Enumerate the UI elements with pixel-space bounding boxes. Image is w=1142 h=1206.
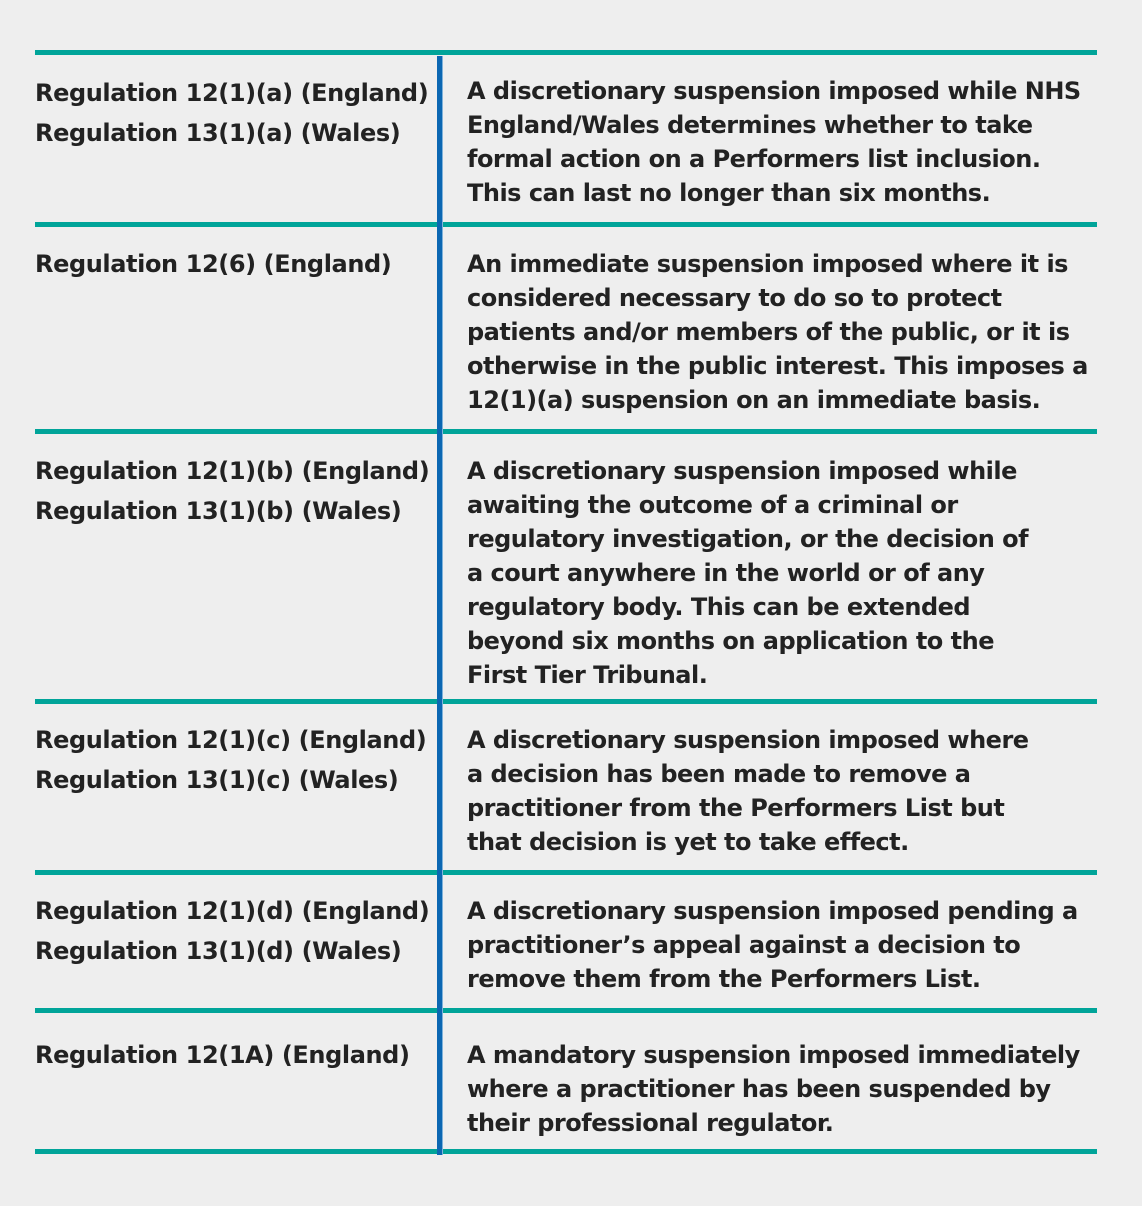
- regulation-label: Regulation 13(1)(c) (Wales): [35, 766, 399, 794]
- regulations-table: [35, 50, 1097, 1154]
- description-line: A discretionary suspension imposed while: [467, 457, 1017, 485]
- description-line: a court anywhere in the world or of any: [467, 559, 985, 587]
- row-divider: [35, 50, 1097, 55]
- regulation-label: Regulation 12(1)(c) (England): [35, 726, 427, 754]
- description-line: considered necessary to do so to protect: [467, 284, 1002, 312]
- regulation-label: Regulation 12(1)(b) (England): [35, 457, 430, 485]
- description-line: where a practitioner has been suspended by: [467, 1075, 1051, 1103]
- description-line: their professional regulator.: [467, 1109, 834, 1137]
- description-cell: [467, 454, 1097, 692]
- description-line: regulatory investigation, or the decision of: [467, 525, 1029, 553]
- description-line: formal action on a Performers list inclusion.: [467, 145, 1041, 173]
- description-line: awaiting the outcome of a criminal or: [467, 491, 958, 519]
- row-divider: [35, 429, 1097, 434]
- description-line: A discretionary suspension imposed pending a: [467, 897, 1078, 925]
- description-line: First Tier Tribunal.: [467, 661, 708, 689]
- description-line: that decision is yet to take effect.: [467, 828, 909, 856]
- row-divider: [35, 1149, 1097, 1154]
- row-divider: [35, 870, 1097, 875]
- description-line: remove them from the Performers List.: [467, 965, 981, 993]
- description-line: A discretionary suspension imposed where: [467, 726, 1029, 754]
- regulation-label: Regulation 13(1)(a) (Wales): [35, 119, 401, 147]
- description-line: practitioner from the Performers List but: [467, 794, 1005, 822]
- regulation-cell: [35, 451, 430, 531]
- regulation-label: Regulation 12(1)(a) (England): [35, 79, 429, 107]
- regulation-cell: [35, 720, 430, 800]
- description-line: a decision has been made to remove a: [467, 760, 971, 788]
- regulation-cell: [35, 891, 430, 971]
- regulation-cell: [35, 244, 430, 284]
- description-line: A discretionary suspension imposed while NHS: [467, 77, 1081, 105]
- description-line: 12(1)(a) suspension on an immediate basis.: [467, 386, 1041, 414]
- column-divider: [437, 56, 442, 1155]
- regulation-label: Regulation 12(6) (England): [35, 250, 392, 278]
- description-line: A mandatory suspension imposed immediately: [467, 1041, 1080, 1069]
- description-line: England/Wales determines whether to take: [467, 111, 1033, 139]
- description-cell: [467, 74, 1097, 210]
- description-line: otherwise in the public interest. This imposes a: [467, 352, 1088, 380]
- row-divider: [35, 222, 1097, 227]
- regulation-label: Regulation 12(1A) (England): [35, 1041, 410, 1069]
- row-divider: [35, 1008, 1097, 1013]
- description-line: patients and/or members of the public, or it is: [467, 318, 1070, 346]
- description-cell: [467, 1038, 1097, 1140]
- description-line: This can last no longer than six months.: [467, 179, 991, 207]
- description-line: An immediate suspension imposed where it is: [467, 250, 1068, 278]
- description-cell: [467, 247, 1097, 417]
- description-line: practitioner’s appeal against a decision to: [467, 931, 1021, 959]
- regulation-label: Regulation 12(1)(d) (England): [35, 897, 430, 925]
- description-line: beyond six months on application to the: [467, 627, 994, 655]
- description-cell: [467, 894, 1097, 996]
- row-divider: [35, 699, 1097, 704]
- regulation-cell: [35, 1035, 430, 1075]
- regulation-label: Regulation 13(1)(d) (Wales): [35, 937, 402, 965]
- description-cell: [467, 723, 1097, 859]
- description-line: regulatory body. This can be extended: [467, 593, 971, 621]
- regulation-label: Regulation 13(1)(b) (Wales): [35, 497, 402, 525]
- regulation-cell: [35, 73, 430, 153]
